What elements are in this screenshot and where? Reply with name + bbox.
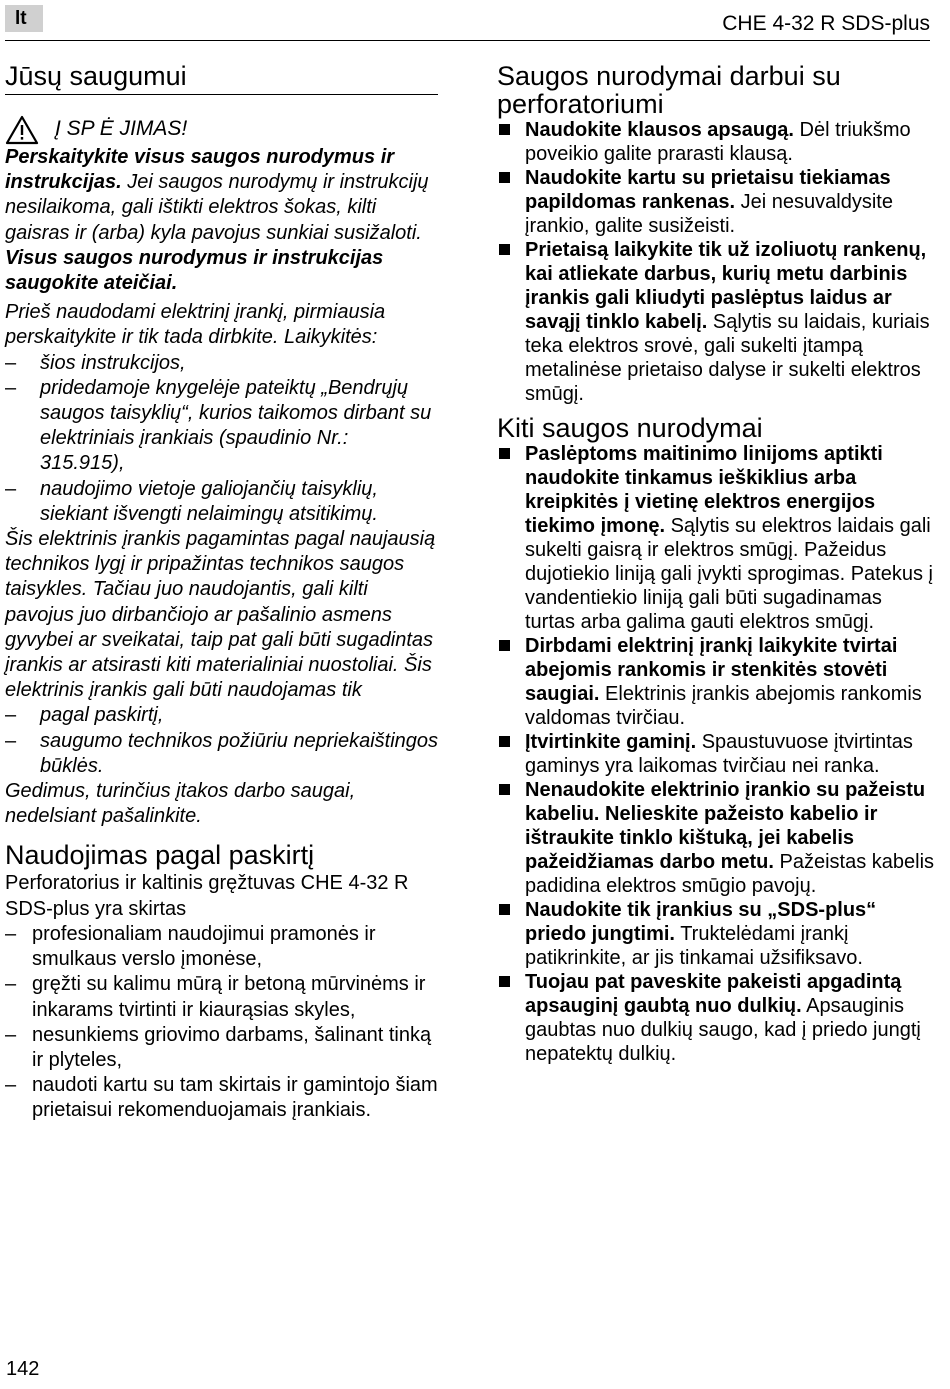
bullet-square-icon — [499, 904, 510, 915]
warning-bold-1: Perskaitykite visus saugos nurodymus ir instrukcijas. — [5, 146, 395, 194]
bullet-square-icon — [499, 736, 510, 747]
read-list — [5, 351, 438, 527]
list-item: – profesionaliam naudojimui pramonės ir smulkaus verslo įmonėse, — [5, 922, 376, 971]
left-column — [5, 62, 438, 1124]
bullet-square-icon — [499, 448, 510, 459]
model-title: CHE 4-32 R SDS-plus — [722, 12, 930, 35]
list-item: Naudokite klausos apsaugą. Dėl triukšmo poveikio galite prarasti klausą. — [497, 118, 937, 166]
warning-triangle-icon — [5, 115, 39, 145]
read-instructions-paragraph: Prieš naudodami elektrinį įrankį, pirmiausia perskaitykite ir tik tada dirbkite. Laikykitės: — [5, 301, 386, 349]
warning-body: Jei saugos nurodymų ir instrukcijų nesilaikoma, gali ištikti elektros šokas, kilti gaisras ir (arba) kyla pavojus sunkiai susižaloti. — [5, 171, 429, 244]
page-number: 142 — [6, 1358, 40, 1380]
list-item: Naudokite tik įrankius su „SDS-plus“ priedo jungtimi. Truktelėdami įrankį patikrinkite, ar jis tinkamai užsifiksavo. — [497, 898, 937, 970]
list-item: – naudoti kartu su tam skirtais ir gamintojo šiam prietaisui rekomenduojamais įrankiais. — [5, 1074, 438, 1122]
state-of-art-paragraph: Šis elektrinis įrankis pagamintas pagal naujausią technikos lygį ir pripažintas technikos saugos taisykles. Tačiau juo naudojantis, gali kilti pavojus juo dirbančiojo ar pašalinio asmens gyvybei ar sveikatai, taip pat gali būti sugadintas įrankis ar atsirasti kiti materialiniai nuostoliai. Šis elektrinis įrankis gali būti naudojamas tik — [5, 528, 436, 702]
list-item: Dirbdami elektrinį įrankį laikykite tvirtai abejomis rankomis ir stenkitės stovėti saugiai. Elektrinis įrankis abejomis rankomis valdomas tvirčiau. — [497, 634, 937, 730]
warning-bold-2: Visus saugos nurodymus ir instrukcijas saugokite ateičiai. — [5, 246, 384, 295]
list-item: Įtvirtinkite gaminį. Spaustuvuose įtvirtintas gaminys yra laikomas tvirčiau nei ranka. — [497, 730, 937, 778]
bullet-square-icon — [499, 976, 510, 987]
warning-title: Į SP Ė JIMAS! — [55, 117, 188, 140]
list-item: Prietaisą laikykite tik už izoliuotų rankenų, kai atliekate darbus, kurių metu darbinis įrankis gali kliudyti paslėptus laidus ar savąjį tinklo kabelį. Sąlytis su laidais, kuriais teka elektros srovė, gali sukelti įtampą metalinėse prietaiso dalyse ir sukelti elektros smūgį. — [497, 238, 937, 406]
list-item: – pagal paskirtį, — [5, 704, 164, 727]
bullet-square-icon — [499, 244, 510, 255]
list-item: – saugumo technikos požiūriu nepriekaištingos būklės. — [5, 729, 439, 777]
warning-block — [5, 115, 438, 145]
other-safety-list — [497, 442, 937, 1066]
list-item: Paslėptoms maitinimo linijoms aptikti naudokite tinkamus ieškiklius arba kreipkitės į vietinę elektros energijos tiekimo įmonę. Sąlytis su elektros laidais gali sukelti gaisrą ir elektros smūgį. Pažeidus dujotiekio liniją gali įvykti sprogimas. Patekus į vandentiekio liniją gali būti sugadinamas turtas arba galima gauti elektros smūgį. — [497, 442, 937, 634]
right-column — [497, 62, 937, 1066]
other-safety-heading: Kiti saugos nurodymai — [497, 413, 763, 443]
warning-text — [5, 145, 438, 296]
hammer-safety-list — [497, 118, 937, 406]
intended-use-list — [5, 922, 438, 1124]
list-item: – naudojimo vietoje galiojančių taisyklių, siekiant išvengti nelaimingų atsitikimų. — [5, 477, 378, 525]
intended-use-intro: Perforatorius ir kaltinis gręžtuvas CHE 4-32 R SDS-plus yra skirtas — [5, 872, 409, 920]
bullet-square-icon — [499, 172, 510, 183]
intended-use-heading: Naudojimas pagal paskirtį — [5, 840, 315, 871]
safety-heading: Jūsų saugumui — [5, 62, 438, 95]
list-item: – pridedamoje knygelėje pateiktų „Bendrųjų saugos taisyklių“, kurios taikomos dirbant su elektriniais įrankiais (spaudinio Nr.: 315.915), — [5, 376, 432, 475]
list-item: – šios instrukcijos, — [5, 351, 186, 374]
hammer-safety-heading: Saugos nurodymai darbui su perforatoriumi — [497, 61, 841, 119]
bullet-square-icon — [499, 124, 510, 135]
list-item: – nesunkiems griovimo darbams, šalinant tinką ir plyteles, — [5, 1023, 432, 1071]
language-tab: lt — [5, 5, 43, 32]
bullet-square-icon — [499, 784, 510, 795]
list-item: Tuojau pat paveskite pakeisti apgadintą apsauginį gaubtą nuo dulkių. Apsauginis gaubtas nuo dulkių saugo, kad į priedo jungtį nepatektų dulkių. — [497, 970, 937, 1066]
bullet-square-icon — [499, 640, 510, 651]
list-item: Nenaudokite elektrinio įrankio su pažeistu kabeliu. Nelieskite pažeisto kabelio ir ištraukite tinklo kištuką, jei kabelis pažeidžiamas darbo metu. Pažeistas kabelis padidina elektros smūgio pavojų. — [497, 778, 937, 898]
list-item: – gręžti su kalimu mūrą ir betoną mūrvinėms ir inkarams tvirtinti ir kiaurąsias skyles, — [5, 973, 426, 1021]
faults-paragraph: Gedimus, turinčius įtakos darbo saugai, nedelsiant pašalinkite. — [5, 780, 356, 828]
list-item: Naudokite kartu su prietaisu tiekiamas papildomas rankenas. Jei nesuvaldysite įrankio, galite susižeisti. — [497, 166, 937, 238]
header-rule — [5, 40, 930, 41]
use-conditions-list — [5, 703, 438, 779]
